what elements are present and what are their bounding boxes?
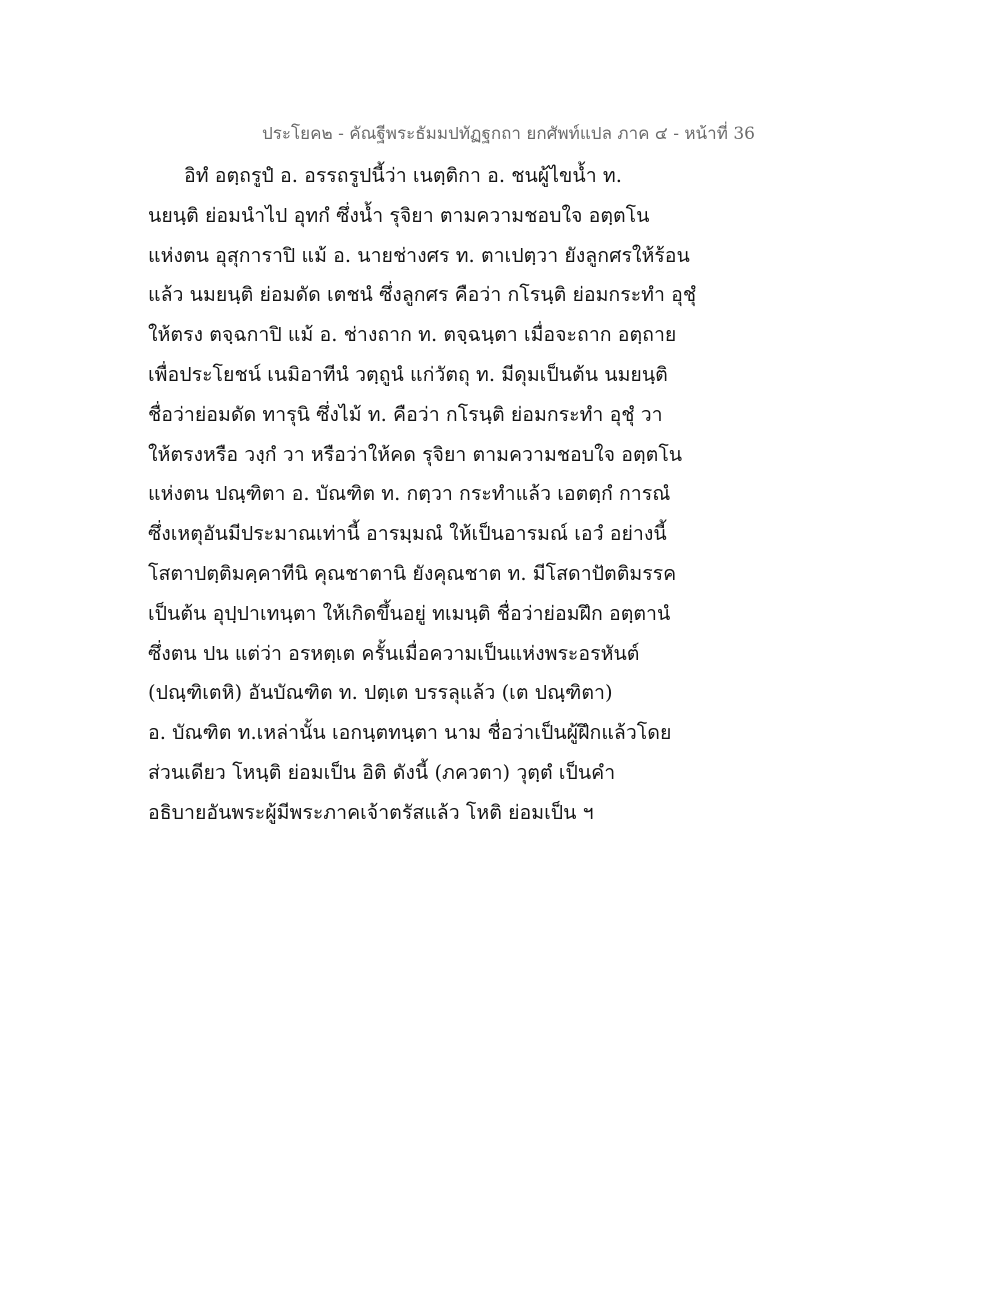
text-line: อ. บัณฑิต ท.เหล่านั้น เอกนฺตทนฺตา นาม ชื่อว่าเป็นผู้ฝึกแล้วโดย <box>148 721 672 745</box>
text-line: อธิบายอันพระผู้มีพระภาคเจ้าตรัสแล้ว โหติ ย่อมเป็น ฯ <box>148 800 594 824</box>
text-line: ส่วนเดียว โหนฺติ ย่อมเป็น อิติ ดังนี้ (ภควตา) วุตฺตํ เป็นคำ <box>148 760 616 784</box>
text-line: ให้ตรง ตจฺฉกาปิ แม้ อ. ช่างถาก ท. ตจฺฉนฺตา เมื่อจะถาก อตฺถาย <box>148 323 677 347</box>
text-line: โสตาปตฺติมคฺคาทีนิ คุณชาตานิ ยังคุณชาต ท. มีโสดาปัตติมรรค <box>148 561 677 585</box>
text-line: แล้ว นมยนฺติ ย่อมดัด เตชนํ ซึ่งลูกศร คือว่า กโรนฺติ ย่อมกระทำ อุชุํ <box>148 283 697 307</box>
text-line: เป็นต้น อุปฺปาเทนฺตา ให้เกิดขึ้นอยู่ ทเมนฺติ ชื่อว่าย่อมฝึก อตฺตานํ <box>148 601 671 625</box>
text-line: นยนฺติ ย่อมนำไป อุทกํ ซึ่งน้ำ รุจิยา ตามความชอบใจ อตฺตโน <box>148 203 650 227</box>
text-line: (ปณฺฑิเตหิ) อันบัณฑิต ท. ปตฺเต บรรลุแล้ว (เต ปณฺฑิตา) <box>148 681 613 705</box>
text-line: ซึ่งตน ปน แต่ว่า อรหตฺเต ครั้นเมื่อความเป็นแห่งพระอรหันต์ <box>148 641 640 665</box>
text-line: เพื่อประโยชน์ เนมิอาทีนํ วตฺถูนํ แก่วัตถุ ท. มีดุมเป็นต้น นมยนฺติ <box>148 362 668 386</box>
text-line: ให้ตรงหรือ วงฺกํ วา หรือว่าให้คด รุจิยา ตามความชอบใจ อตฺตโน <box>148 442 683 466</box>
text-line: แห่งตน อุสุการาปิ แม้ อ. นายช่างศร ท. ตาเปตฺวา ยังลูกศรให้ร้อน <box>148 243 690 267</box>
running-header: ประโยค๒ - คัณฐีพระธัมมปทัฏฐกถา ยกศัพท์แปล ภาค ๔ - หน้าที่ 36 <box>262 124 755 144</box>
body-text <box>148 156 697 833</box>
text-line: แห่งตน ปณฺฑิตา อ. บัณฑิต ท. กตฺวา กระทำแล้ว เอตตฺกํ การณํ <box>148 482 671 506</box>
text-line: ชื่อว่าย่อมดัด ทารุนิ ซึ่งไม้ ท. คือว่า กโรนฺติ ย่อมกระทำ อุชุํ วา <box>148 402 663 426</box>
text-line: อิทํ อตฺถรูปํ อ. อรรถรูปนี้ว่า เนตฺติกา อ. ชนผู้ไขน้ำ ท. <box>184 164 622 187</box>
text-line: ซึ่งเหตุอันมีประมาณเท่านี้ อารมฺมณํ ให้เป็นอารมณ์ เอวํ อย่างนี้ <box>148 522 667 546</box>
